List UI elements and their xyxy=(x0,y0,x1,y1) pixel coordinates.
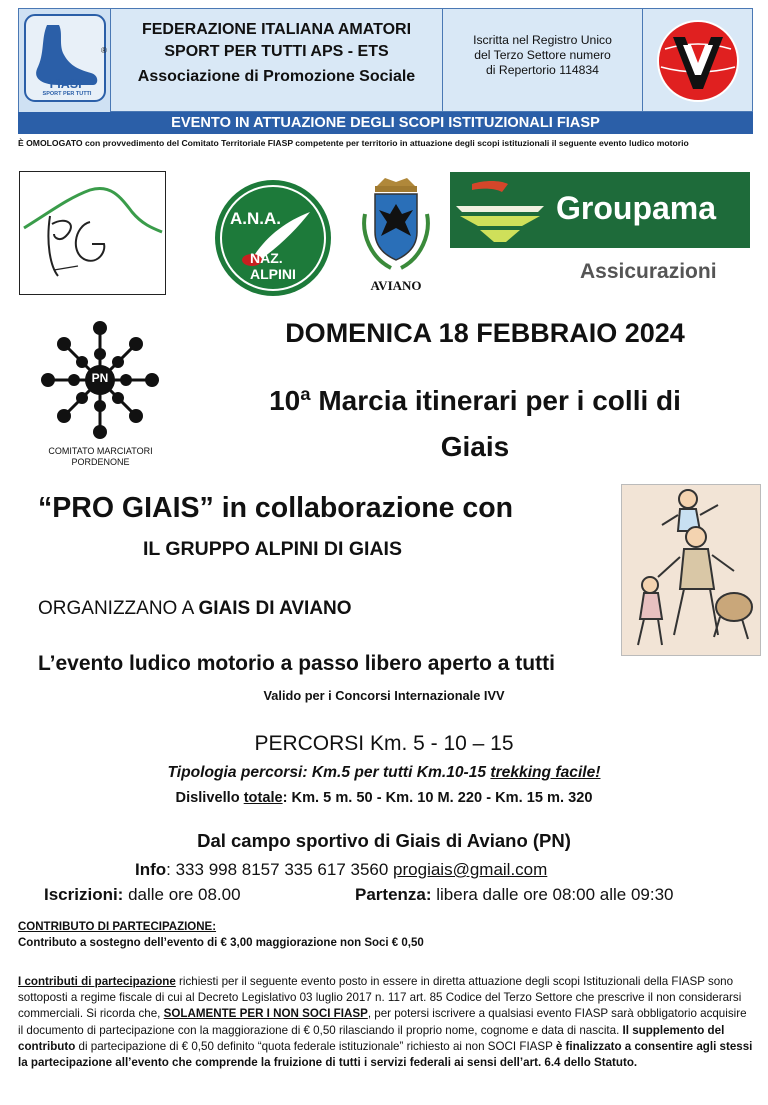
aviano-crest xyxy=(355,174,437,296)
registry-line-3: di Repertorio 114834 xyxy=(486,63,599,77)
info-email[interactable]: progiais@gmail.com xyxy=(393,860,548,879)
organizzano-line xyxy=(38,598,352,620)
valido-ivv: Valido per i Concorsi Internazionale IVV xyxy=(263,688,505,703)
start-location: Dal campo sportivo di Giais di Aviano (PN) xyxy=(197,830,571,851)
info-phones: : 333 998 8157 335 617 3560 xyxy=(166,860,394,879)
tipologia-percorsi xyxy=(0,764,768,782)
omologato-bold: È OMOLOGATO xyxy=(18,138,83,148)
family-illustration xyxy=(621,484,761,656)
fiasp-logo xyxy=(19,9,111,113)
tipologia-text: Tipologia percorsi: Km.5 per tutti Km.10-15 xyxy=(167,764,491,781)
org-place: GIAIS DI AVIANO xyxy=(198,598,352,619)
para-contributi: I contributi di partecipazione xyxy=(18,975,176,988)
dislivello-line xyxy=(0,790,768,806)
partenza-label: Partenza: xyxy=(355,885,432,904)
iscrizioni-value: dalle ore 08.00 xyxy=(123,885,241,904)
ana-logo xyxy=(212,178,334,298)
omologato-rest: con provvedimento del Comitato Territoriale FIASP competente per territorio in attuazione degli scopi istituzionali il seguente evento ludico motorio xyxy=(82,138,689,148)
partenza-line xyxy=(355,885,673,905)
event-title xyxy=(185,378,765,470)
groupama-name: Groupama xyxy=(556,190,717,226)
fiasp-header xyxy=(18,8,753,112)
pro-giais-heading: “PRO GIAIS” in collaborazione con xyxy=(38,492,514,524)
comitato-line-2: PORDENONE xyxy=(71,457,130,467)
comitato-line-1: COMITATO MARCIATORI xyxy=(48,446,153,456)
groupama-field-icon xyxy=(450,172,550,248)
comitato-logo xyxy=(38,320,163,470)
svg-text:®: ® xyxy=(101,46,107,55)
trekking-facile: trekking facile! xyxy=(490,764,601,781)
groupama-panel xyxy=(450,172,750,248)
info-line xyxy=(135,860,547,880)
org-line-1: FEDERAZIONE ITALIANA AMATORI xyxy=(141,21,412,38)
para-text-2: , per potersi iscrivere a qualsiasi evento FIASP sarà obbligatorio acquisire il documento di partecipazione con la maggiorazione di € 0,50 rilasciando il proprio nome, cognome e data di nascita. xyxy=(18,1007,747,1037)
org-line-2: SPORT PER TUTTI APS - ETS xyxy=(164,43,389,60)
dislivello-a: Dislivello xyxy=(175,790,244,806)
fiasp-foot-icon xyxy=(19,9,111,113)
para-supplemento: Il supplemento del contributo xyxy=(18,1023,725,1053)
pg-logo xyxy=(19,171,166,295)
gruppo-alpini: IL GRUPPO ALPINI DI GIAIS xyxy=(143,538,402,560)
evento-ludico: L’evento ludico motorio a passo libero aperto a tutti xyxy=(38,652,555,675)
registry-line-2: del Terzo Settore numero xyxy=(474,48,611,62)
pg-mountain-icon xyxy=(20,172,165,294)
org-prefix: ORGANIZZANO A xyxy=(38,598,199,619)
institutional-banner: EVENTO IN ATTUAZIONE DEGLI SCOPI ISTITUZIONALI FIASP xyxy=(18,112,753,134)
fiasp-logo-text: FIASP xyxy=(49,77,87,91)
federation-name xyxy=(111,9,443,113)
iscrizioni-label: Iscrizioni: xyxy=(44,885,124,904)
para-non-soci: SOLAMENTE PER I NON SOCI FIASP xyxy=(163,1007,368,1021)
groupama-logo xyxy=(450,172,750,288)
info-label: Info xyxy=(135,860,167,879)
event-title-line-1: 10ª Marcia itinerari per i colli di xyxy=(269,385,681,416)
family-walking-icon xyxy=(622,485,762,657)
registry-info xyxy=(443,9,643,113)
aviano-label: AVIANO xyxy=(370,278,422,293)
partenza-value: libera dalle ore 08:00 alle 09:30 xyxy=(431,885,674,904)
comitato-badge: PN xyxy=(91,371,109,385)
event-title-line-2: Giais xyxy=(440,431,510,462)
percorsi-km: PERCORSI Km. 5 - 10 – 15 xyxy=(254,732,514,755)
groupama-sub: Assicurazioni xyxy=(580,260,717,283)
contributo-title: CONTRIBUTO DI PARTECIPAZIONE: xyxy=(18,921,217,933)
ivv-globe-icon xyxy=(643,9,753,113)
ana-sub: NAZ. ALPINI xyxy=(250,250,296,282)
para-finalizzato: è finalizzato a consentire agli stessi la partecipazione all’evento che comprende la fruizione di tutti i servizi federali ai sensi dell’art. 6.4 dello Statuto. xyxy=(18,1039,753,1070)
svg-text:A.N.A.: A.N.A. xyxy=(230,209,281,228)
para-text-1: richiesti per il seguente evento posto in essere in diretta attuazione degli scopi Istituzionali della FIASP sono sottoposti a regime fiscale di cui al Decreto Legislativo 03 luglio 2017 n. 117 art. 85 Codice del Terzo Settore che prescrive il non considerarsi commerciali. Si ricorda che, xyxy=(18,975,742,1021)
fiasp-logo-sub: SPORT PER TUTTI xyxy=(42,91,92,97)
aviano-crest-icon xyxy=(355,174,437,278)
event-date: DOMENICA 18 FEBBRAIO 2024 xyxy=(285,318,685,348)
registry-line-1: Iscritta nel Registro Unico xyxy=(473,33,612,47)
org-line-3: Associazione di Promozione Sociale xyxy=(137,68,416,85)
iscrizioni-line xyxy=(44,885,241,905)
dislivello-totale: totale xyxy=(243,790,283,806)
para-text-3: di partecipazione di € 0,50 definito “quota federale istituzionale” richiesto ai non SOCI FIASP xyxy=(75,1039,556,1053)
dislivello-b: : Km. 5 m. 50 - Km. 10 M. 220 - Km. 15 m. 320 xyxy=(282,790,593,806)
ivv-logo xyxy=(643,9,753,113)
contributo-paragraph xyxy=(18,974,753,1071)
contributo-amount: Contributo a sostegno dell’evento di € 3,00 maggiorazione non Soci € 0,50 xyxy=(18,937,424,949)
omologato-notice xyxy=(18,138,758,148)
